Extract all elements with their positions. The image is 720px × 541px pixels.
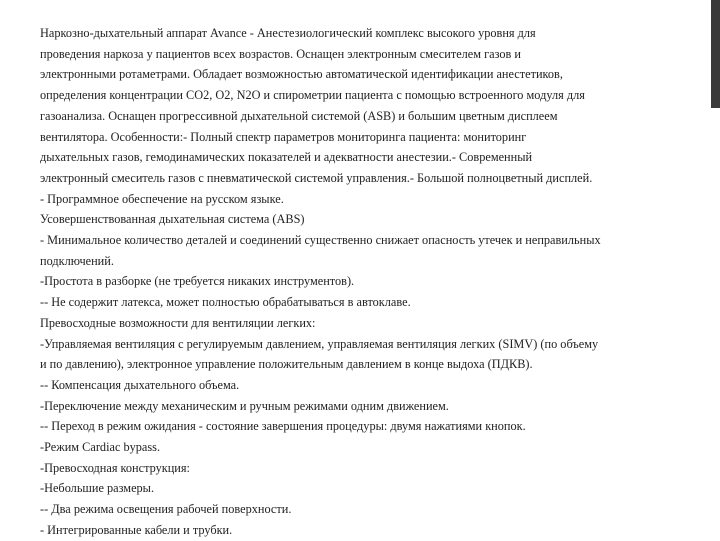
- text-line: электронный смеситель газов с пневматической системой управления.- Большой полноцветный дисплей.: [40, 170, 593, 185]
- accent-bar: [711, 0, 720, 108]
- text-line: определения концентрации СО2, О2, N2O и спирометрии пациента с помощью встроенного модуля для: [40, 88, 585, 103]
- text-line: Наркозно-дыхательный аппарат Avance - Анестезиологический комплекс высокого уровня для: [40, 26, 536, 40]
- text-line: -- Не содержит латекса, может полностью обрабатываться в автоклаве.: [40, 295, 411, 310]
- text-line: -Управляемая вентиляция с регулируемым давлением, управляемая вентиляция легких (SIMV) (по объему: [40, 336, 599, 351]
- text-line: - Программное обеспечение на русском языке.: [40, 191, 284, 206]
- text-line: -- Компенсация дыхательного объема.: [40, 377, 240, 392]
- text-line: -Простота в разборке (не требуется никаких инструментов).: [40, 274, 355, 289]
- text-line: вентилятора. Особенности:- Полный спектр параметров мониторинга пациента: мониторинг: [40, 129, 527, 144]
- text-line: -Превосходная конструкция:: [40, 460, 190, 475]
- text-line: -Режим Cardiac bypass.: [40, 440, 161, 455]
- text-line: электронными ротаметрами. Обладает возможностью автоматической идентификации анестетиков,: [40, 67, 563, 82]
- text-line: подключений.: [40, 253, 114, 268]
- text-line: Усовершенствованная дыхательная система (ABS): [40, 212, 305, 227]
- text-line: - Интегрированные кабели и трубки.: [40, 522, 233, 537]
- text-line: - Минимальное количество деталей и соединений существенно снижает опасность утечек и неправильных: [40, 233, 601, 248]
- text-line: Превосходные возможности для вентиляции легких:: [40, 315, 316, 330]
- text-line: -- Два режима освещения рабочей поверхности.: [40, 502, 292, 517]
- text-line: и по давлению), электронное управление положительным давлением в конце выдоха (ПДКВ).: [40, 357, 533, 372]
- text-line: -Небольшие размеры.: [40, 481, 155, 496]
- text-line: проведения наркоза у пациентов всех возрастов. Оснащен электронным смесителем газов и: [40, 46, 522, 61]
- text-line: -- Переход в режим ожидания - состояние завершения процедуры: двумя нажатиями кнопок.: [40, 419, 526, 434]
- text-line: дыхательных газов, гемодинамических показателей и адекватности анестезии.- Современный: [40, 150, 533, 165]
- body-text: [40, 23, 704, 541]
- text-line: -Переключение между механическим и ручным режимами одним движением.: [40, 398, 449, 413]
- text-line: газоанализа. Оснащен прогрессивной дыхательной системой (ASB) и большим цветным дисплеем: [40, 108, 558, 123]
